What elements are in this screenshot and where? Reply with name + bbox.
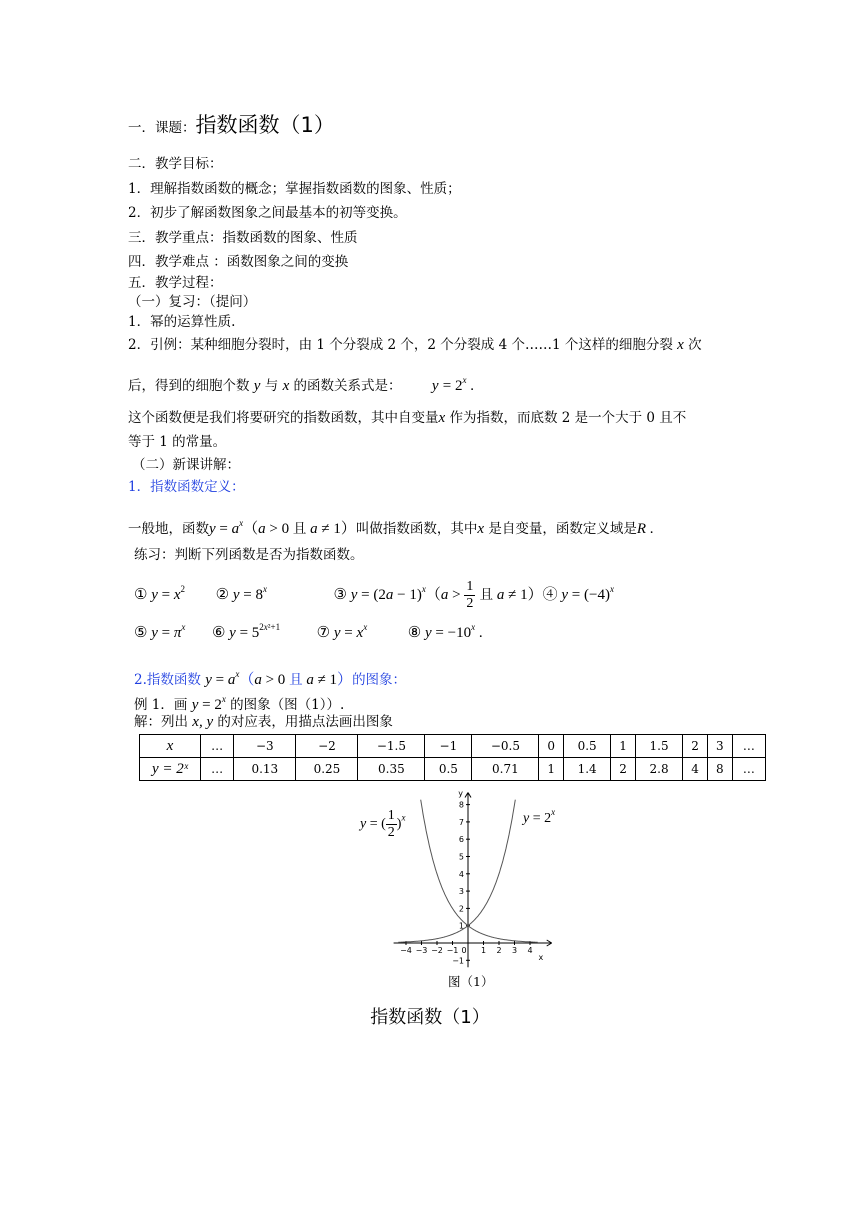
table-cell: 2 bbox=[683, 735, 708, 758]
table-cell: 0.13 bbox=[234, 758, 296, 781]
table-cell: 0.5 bbox=[564, 735, 611, 758]
y-tick-label: 4 bbox=[458, 869, 464, 879]
key-points: 三．教学重点：指数函数的图象、性质 bbox=[128, 230, 358, 246]
y-tick-label: 2 bbox=[458, 904, 464, 914]
objectives-heading: 二．教学目标： bbox=[128, 156, 223, 172]
y-axis-label: y bbox=[458, 788, 463, 798]
table-cell: … bbox=[201, 735, 234, 758]
table-cell: −1.5 bbox=[358, 735, 425, 758]
example-1: 例 1．画 $y = 2^x$ 的图象（图（1））. bbox=[134, 694, 345, 713]
new-lesson-heading: （二）新课讲解： bbox=[132, 457, 240, 473]
table-cell: −2 bbox=[296, 735, 358, 758]
table-cell: 0.71 bbox=[472, 758, 539, 781]
value-table bbox=[139, 734, 766, 781]
y-tick-label: 6 bbox=[458, 835, 464, 845]
table-cell: y = 2ˣ bbox=[140, 758, 201, 781]
curve-two-power-x bbox=[398, 800, 515, 943]
exercise-row-2: ⑤ $y = \pi^x$ ⑥ $y = 5^{2x^2+1}$ ⑦ $y = x^x$ ⑧ $y = -10^x$ . bbox=[134, 622, 483, 641]
table-cell: 2 bbox=[611, 758, 636, 781]
table-cell: … bbox=[732, 735, 765, 758]
table-cell: x bbox=[140, 735, 201, 758]
y-tick-label: 8 bbox=[458, 800, 464, 810]
graph-heading: 2.指数函数 $y = a^x(a > 0$ 且 a ≠ 1）的图象： bbox=[134, 669, 407, 688]
y-tick-label: 7 bbox=[458, 817, 464, 827]
lesson-title-line bbox=[128, 113, 335, 137]
x-tick-label: 2 bbox=[496, 946, 502, 955]
table-cell: … bbox=[732, 758, 765, 781]
solution-line: 解：列出 x, y 的对应表，用描点法画出图象 bbox=[134, 714, 393, 730]
curve-half-power-x bbox=[421, 800, 538, 943]
lesson-title: 指数函数（1） bbox=[195, 113, 335, 137]
y-tick-label: 1 bbox=[458, 921, 464, 931]
table-cell: 1.4 bbox=[564, 758, 611, 781]
table-cell: 0 bbox=[539, 735, 564, 758]
y-tick-label: −1 bbox=[452, 956, 464, 966]
y-tick-label: 3 bbox=[458, 887, 464, 897]
table-cell: 0.35 bbox=[358, 758, 425, 781]
figure-caption: 图（1） bbox=[448, 974, 494, 989]
x-tick-label: −2 bbox=[431, 946, 443, 955]
table-cell: 1 bbox=[611, 735, 636, 758]
practice-heading: 练习：判断下列函数是否为指数函数。 bbox=[134, 547, 364, 563]
exercise-row-1: ① $y = x^2$ ② $y = 8^x$ ③ $y = (2a - 1)^x(a$ > $\frac{1}{2}$ 且 a ≠ 1）④ $y = (-4)^x$ bbox=[134, 579, 614, 611]
table-cell: 0.25 bbox=[296, 758, 358, 781]
definition-line: 一般地，函数$y = a^x(a > 0$ 且 a ≠ 1）叫做指数函数，其中x 是自变量，函数定义域是R . bbox=[128, 518, 654, 537]
x-tick-label: 0 bbox=[461, 946, 467, 955]
objective-1: 1．理解指数函数的概念；掌握指数函数的图象、性质； bbox=[128, 181, 461, 197]
review-heading: （一）复习：（提问） bbox=[128, 294, 257, 310]
table-cell: 2.8 bbox=[636, 758, 683, 781]
x-tick-label: 3 bbox=[511, 946, 518, 955]
table-row bbox=[140, 735, 766, 758]
objective-2: 2．初步了解函数图象之间最基本的初等变换。 bbox=[128, 205, 407, 221]
table-cell: 4 bbox=[683, 758, 708, 781]
footer-title: 指数函数（1） bbox=[370, 1007, 490, 1028]
review-item-2: 2．引例：某种细胞分裂时，由 1 个分裂成 2 个，2 个分裂成 4 个……1 个这样的细胞分裂 x 次 bbox=[128, 337, 702, 353]
x-tick-label: −1 bbox=[446, 946, 459, 955]
table-cell: … bbox=[201, 758, 234, 781]
definition-heading: 1．指数函数定义： bbox=[128, 479, 245, 495]
x-tick-label: 1 bbox=[480, 946, 487, 955]
label-half-power-x: y = ( $\frac{1}{2}$ )$^x$ bbox=[360, 808, 406, 840]
process-heading: 五．教学过程： bbox=[128, 275, 223, 291]
exponential-graph bbox=[380, 788, 560, 968]
explain-line-2: 等于 1 的常量。 bbox=[128, 434, 227, 450]
table-cell: −0.5 bbox=[472, 735, 539, 758]
x-tick-label: 4 bbox=[527, 946, 533, 955]
review-item-1: 1．幂的运算性质. bbox=[128, 314, 236, 330]
difficult-points: 四．教学难点 ：函数图象之间的变换 bbox=[128, 254, 349, 270]
explain-line-1: 这个函数便是我们将要研究的指数函数，其中自变量x 作为指数，而底数 2 是一个大于 0 且不 bbox=[128, 410, 687, 426]
table-cell: −3 bbox=[234, 735, 296, 758]
table-row bbox=[140, 758, 766, 781]
table-cell: 8 bbox=[707, 758, 732, 781]
x-tick-label: −3 bbox=[415, 946, 428, 955]
table-cell: 1 bbox=[539, 758, 564, 781]
title-prefix: 一．课题： bbox=[128, 120, 196, 136]
table-cell: 0.5 bbox=[425, 758, 472, 781]
y-tick-label: 5 bbox=[458, 852, 464, 862]
relation-line: 后，得到的细胞个数 y 与 x 的函数关系式是： $y = 2^x$ . bbox=[128, 375, 475, 394]
table-cell: 3 bbox=[707, 735, 732, 758]
table-cell: −1 bbox=[425, 735, 472, 758]
label-two-power-x: $y = 2^x$ bbox=[523, 807, 556, 826]
x-tick-label: −4 bbox=[400, 946, 412, 955]
x-axis-label: x bbox=[538, 953, 544, 962]
table-cell: 1.5 bbox=[636, 735, 683, 758]
